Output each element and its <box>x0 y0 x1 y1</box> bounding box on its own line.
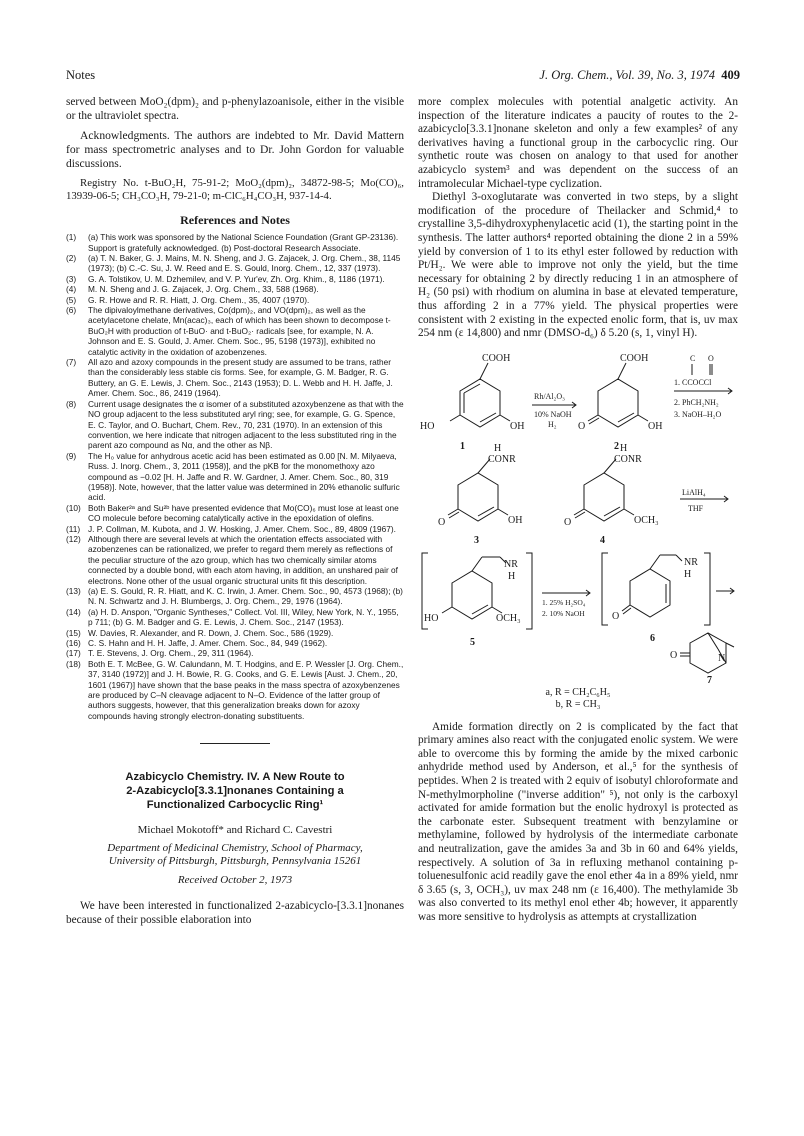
compound-number-5: 5 <box>470 636 475 648</box>
reference-text: Although there are several levels at which the orientation effects associated with azobenzenes can be rationalized, we prefer to regard them merely as reflections of the peculiar structure of the azo group, which has two chemically similar atoms connected by a double bond, with each atom having, in addition, an unshared pair of electrons. None other of the usual organic structural units fit this description. <box>88 533 398 586</box>
reference-item <box>66 524 404 534</box>
page-number: 409 <box>721 68 740 82</box>
reference-number: (18) <box>66 658 81 669</box>
reference-text: Both E. T. McBee, G. W. Calundann, M. T. Hodgins, and E. P. Wessler [J. Org. Chem., 37, 3140 (1972)] and J. H. Bowie, R. G. Cooks, and G. E. Lewis [Aust. J. Chem., 20, 1601 (1967)] have shown that the base peaks in the mass spectra of azoxybenzenes are produced by C–N cleavage adjacent to N–O. Evidence of the latter group of authors suggests, however, that this generalization breaks down for azoxy compounds having strongly electron-donating substituents. <box>88 658 404 721</box>
reference-item <box>66 399 404 451</box>
reference-number: (7) <box>66 357 77 368</box>
reagent-label: 1. 25% H₂SO₄ <box>542 597 586 607</box>
reference-number: (9) <box>66 450 77 461</box>
bracket-right <box>704 553 710 625</box>
compound-7-structure <box>680 633 734 673</box>
o-label: O <box>564 516 572 528</box>
reference-text: G. A. Tolstikov, U. M. Dzhemilev, and V. P. Yur'ev, Zh. Org. Khim., 8, 1186 (1971). <box>88 273 385 284</box>
article-title-line: Azabicyclo Chemistry. IV. A New Route to <box>125 771 345 784</box>
references-list <box>66 232 404 721</box>
reagent-label: LiAlH₄ <box>682 487 706 497</box>
reference-item <box>66 295 404 305</box>
reference-number: (4) <box>66 284 77 295</box>
body-paragraph: more complex molecules with potential analgetic activity. An inspection of the literature indicates a paucity of routes to the 2-azabicyclo[3.3.1]nonane skeleton and only a few examples² of any derivatives having a functional group in the carbocyclic ring. Our synthetic route was chosen on analogy to that used for another azabicyclo system³ and was dependent on the success of an intramolecular Michael-type cyclization. <box>418 96 738 190</box>
reference-item <box>66 284 404 294</box>
reference-text: W. Davies, R. Alexander, and R. Down, J. Chem. Soc., 586 (1929). <box>88 627 334 638</box>
article-title-line: Functionalized Carbocyclic Ring¹ <box>146 799 324 812</box>
conr-label: CONR <box>488 453 516 465</box>
previous-article-ending: served between MoO₂(dpm)₂ and p-phenylazoanisole, either in the visible or the ultraviolet spectra. <box>66 96 404 122</box>
reference-item <box>66 274 404 284</box>
reference-number: (6) <box>66 305 77 316</box>
reference-number: (14) <box>66 606 81 617</box>
compound-5-structure <box>442 557 506 619</box>
reference-number: (13) <box>66 586 81 596</box>
reference-text: (a) H. D. Anspon, "Organic Syntheses," Collect. Vol. III, Wiley, New York, N. Y., 1955, p 711; (b) G. M. Badger and G. E. Lewis, J. Chem. Soc., 2147 (1953). <box>88 606 399 628</box>
amine-h-label: H <box>684 568 692 580</box>
reference-text: M. N. Sheng and J. G. Zajacek, J. Org. Chem., 33, 588 (1968). <box>88 284 319 295</box>
conr-label: CONR <box>614 453 642 465</box>
running-header-section: Notes <box>66 68 96 82</box>
reference-text: (a) E. S. Gould, R. R. Hiatt, and K. C. Irwin, J. Amer. Chem. Soc., 90, 4573 (1968); (b) N. N. Schwartz and J. H. Blumbergs, J. Org. Chem., 29, 1976 (1964). <box>88 586 403 607</box>
ho-label: HO <box>420 420 435 432</box>
reference-number: (8) <box>66 398 77 409</box>
compound-number-6: 6 <box>650 632 655 644</box>
journal-citation: J. Org. Chem., Vol. 39, No. 3, 1974 <box>539 68 715 82</box>
article-affiliation <box>66 842 404 868</box>
reagent-label: 3. NaOH–H₂O <box>674 409 722 419</box>
reference-item <box>66 451 404 503</box>
reference-number: (10) <box>66 502 81 513</box>
cooh-label: COOH <box>620 352 649 364</box>
bracket-left <box>602 553 608 625</box>
reagent-label: C <box>690 353 696 363</box>
reference-item <box>66 607 404 628</box>
reference-text: The dipivaloylmethane derivatives, Co(dpm)₂, and VO(dpm)₂, as well as the acetylacetone chelate, Mn(acac)₃, each of which has been shown to decompose t-BuO₂H with production of t-BuO· and t-BuO₂· radicals [see, for example, N. A. Johnson and E. S. Gould, J. Amer. Chem. Soc., 95, 5198 (1973)], exhibited no catalytic activity in the oxidation of azobenzenes. <box>88 305 391 357</box>
oh-label: OH <box>510 420 525 432</box>
reference-number: (12) <box>66 533 81 544</box>
oh-label: OH <box>508 514 523 526</box>
article-title-line: 2-Azabicyclo[3.3.1]nonanes Containing a <box>126 785 344 798</box>
reaction-scheme <box>418 347 738 675</box>
reference-item <box>66 232 404 253</box>
o-label: O <box>612 610 620 622</box>
reference-number: (15) <box>66 627 81 638</box>
reagent-label: 2. PhCH₂NH₂ <box>674 397 719 407</box>
reaction-scheme-drawing <box>418 347 738 675</box>
amide-h-label: H <box>620 442 628 454</box>
reference-number: (16) <box>66 638 81 649</box>
bracket-right <box>526 553 532 629</box>
compound-number-1: 1 <box>460 440 465 452</box>
reference-item <box>66 659 404 721</box>
left-column <box>66 96 404 927</box>
r-group-definitions <box>418 675 738 711</box>
reference-text: Both Baker²ᵃ and Su²ᵇ have presented evidence that Mo(CO)₆ must lose at least one CO molecule before becoming catalytically active in the epoxidation of olefins. <box>88 502 399 524</box>
references-heading: References and Notes <box>180 213 290 228</box>
article-title <box>66 770 404 812</box>
received-date: Received October 2, 1973 <box>177 874 293 887</box>
article-authors: Michael Mokotoff* and Richard C. Cavestri <box>137 824 333 837</box>
body-paragraph: Diethyl 3-oxoglutarate was converted in two steps, by a slight modification of the procedure of Theilacker and Schmid,⁴ to crystalline 3,5-dihydroxyphenylacetic acid (1), the starting point in the synthesis. The latter authors⁴ reported obtaining the dione 2 in a 59% yield by conversion of 1 to its ethyl ester followed by reduction with Pt/H₂. We were able to improve not only the yield, but the time necessary for obtaining 2 by directly reducing 1 in an atmosphere of H₂ (50 psi) with rhodium on alumina in base at elevated temperature, thus affording 2 in a 77% yield. The physical properties were consistent with 2 existing in the expected enolic form, that is, uv max 254 nm (ε 14,800) and nmr (DMSO-d₆) δ 5.20 (s, 1, vinyl H). <box>418 191 738 340</box>
amide-h-label: H <box>494 442 502 454</box>
compound-4-structure <box>574 459 634 521</box>
ho-label: HO <box>424 612 439 624</box>
running-header-journal <box>539 68 740 83</box>
reagent-label: THF <box>688 503 704 513</box>
affiliation-line: Department of Medicinal Chemistry, School of Pharmacy, <box>107 842 363 855</box>
amine-h-label: H <box>508 570 516 582</box>
reference-item <box>66 586 404 607</box>
reference-text: G. R. Howe and R. R. Hiatt, J. Org. Chem., 35, 4007 (1970). <box>88 294 310 305</box>
nr-label: NR <box>684 556 698 568</box>
compound-number-3: 3 <box>474 534 479 546</box>
nr-label: NR <box>504 558 518 570</box>
reagent-label: 1. CCOCCl <box>674 377 712 387</box>
o-label: O <box>670 649 678 661</box>
reference-text: T. E. Stevens, J. Org. Chem., 29, 311 (1964). <box>88 648 254 659</box>
och3-label: OCH₃ <box>496 612 521 624</box>
compound-number-4: 4 <box>600 534 605 546</box>
reference-number: (5) <box>66 294 77 305</box>
reference-text: Current usage designates the α isomer of a substituted azoxybenzene as that with the NO group adjacent to the less substituted aryl ring; see, for example, G. G. Spence, E. C. Taylor, and O. Buchart, Chem. Rev., 70, 231 (1970). In an extension of this convention, we here indicate that nitrogen adjacent to the less substituted ring in the parent azo compound as Nα, and the other as Nβ. <box>88 398 404 451</box>
compound-3-structure <box>448 459 508 521</box>
affiliation-line: University of Pittsburgh, Pittsburgh, Pennsylvania 15261 <box>108 855 362 868</box>
article-intro-paragraph: We have been interested in functionalized 2-azabicyclo-[3.3.1]nonanes because of their possible elaboration into <box>66 900 404 926</box>
reagent-label: O <box>708 353 714 363</box>
reference-item <box>66 305 404 357</box>
reference-item <box>66 648 404 658</box>
compound-1-structure <box>450 363 510 427</box>
reference-number: (17) <box>66 648 81 659</box>
r-group-a: a, R = CH₂C₆H₅ <box>545 686 611 698</box>
reference-item <box>66 638 404 648</box>
reference-text: All azo and azoxy compounds in the present study are assumed to be trans, rather than the considerably less stable cis forms. See, for example, G. M. Badger, R. G. Buttery, an G. E. Lewis, J. Chem. Soc., 2143 (1953); D. L. Webb and H. H. Jaffe, J. Amer. Chem. Soc., 86, 2419 (1964). <box>88 357 393 399</box>
reference-text: The H₀ value for anhydrous acetic acid has been estimated as 0.00 [N. M. Milyaeva, Russ. J. Inorg. Chem., 3, 2011 (1958)], and the pKB for the monomethoxy azo compound as −0.02 [H. H. Jaffe and R. W. Gardner, J. Amer. Chem. Soc., 80, 319 (1958)]. Note, however, that the latter value was determined in 20% ethanolic sulfuric acid. <box>88 450 400 503</box>
right-column <box>418 96 738 925</box>
oh-label: OH <box>648 420 663 432</box>
o-label: O <box>438 516 446 528</box>
reference-item <box>66 534 404 586</box>
reagent-label: H₂ <box>548 419 557 429</box>
compound-7-label-row <box>418 675 738 687</box>
reference-item <box>66 357 404 399</box>
reference-text: C. S. Hahn and H. H. Jaffe, J. Amer. Chem. Soc., 84, 949 (1962). <box>88 638 328 649</box>
reference-text: J. P. Collman, M. Kubota, and J. W. Hosking, J. Amer. Chem. Soc., 89, 4809 (1967). <box>88 523 396 534</box>
n-label: N <box>718 652 726 664</box>
reference-number: (11) <box>66 523 81 534</box>
compound-number-2: 2 <box>614 440 619 452</box>
compound-2-structure <box>588 363 648 427</box>
reference-item <box>66 253 404 274</box>
reference-item <box>66 503 404 524</box>
reference-number: (1) <box>66 232 77 243</box>
reagent-label: 10% NaOH <box>534 409 572 419</box>
o-label: O <box>578 420 586 432</box>
och3-label: OCH₃ <box>634 514 659 526</box>
acknowledgments: Acknowledgments. The authors are indebted to Mr. David Mattern for mass spectrometric analyses and to Dr. John Gordon for valuable discussions. <box>66 129 404 171</box>
reference-text: (a) T. N. Baker, G. J. Mains, M. N. Sheng, and J. G. Zajacek, J. Org. Chem., 38, 1145 (1973); (b) C.-C. Su, J. W. Reed and E. S. Gould, Inorg. Chem., 12, 337 (1973). <box>88 253 401 274</box>
body-paragraph: Amide formation directly on 2 is complicated by the fact that primary amines also react with the conjugated enolic system. We were able to overcome this by forming the amide by the mixed carbonic anhydride method used by Anderson, et al.,⁵ for the synthesis of peptides. When 2 is treated with 2 equiv of isobutyl chloroformate and N-methylmorpholine ("inverse addition" ⁵), not only is the carboxyl activated for amide formation but the enolic hydroxyl is protected as the carbonate ester. Subsequent treatment with benzylamine or methylamine, followed by hydrolysis of the intermediate carbonate and neutralization, gave the amides 3a and 3b in 60 and 64% yields, respectively. A solution of 3a in refluxing methanol containing p-toluenesulfonic acid readily gave the enol ether 4a in a 89% yield, nmr δ 3.65 (s, 3, OCH₃), uv max 248 nm (ε 16,400). The methylamide 3b was also converted to its methyl enol ether 4b; however, it apparently was more sensitive to hydrolysis as attempts at crystallization <box>418 720 738 923</box>
compound-number-7: 7 <box>707 674 712 686</box>
reference-number: (3) <box>66 273 77 284</box>
cooh-label: COOH <box>482 352 511 364</box>
reagent-label: 2. 10% NaOH <box>542 608 585 618</box>
reference-item <box>66 628 404 638</box>
reference-text: (a) This work was sponsored by the National Science Foundation (Grant GP-23136). Support is gratefully acknowledged. (b) Post-doctoral Research Associate. <box>88 232 399 253</box>
r-group-b: b, R = CH₃ <box>555 698 601 710</box>
article-divider <box>200 743 270 744</box>
registry-numbers: Registry No. t-BuO₂H, 75-91-2; MoO₂(dpm)₂, 34872-98-5; Mo(CO)₆, 13939-06-5; CH₃CO₃H, 79-21-0; m-ClC₆H₄CO₃H, 937-14-4. <box>66 177 404 203</box>
reagent-label: Rh/Al₂O₃ <box>534 391 565 401</box>
compound-6-structure <box>622 555 682 617</box>
reference-number: (2) <box>66 253 77 263</box>
